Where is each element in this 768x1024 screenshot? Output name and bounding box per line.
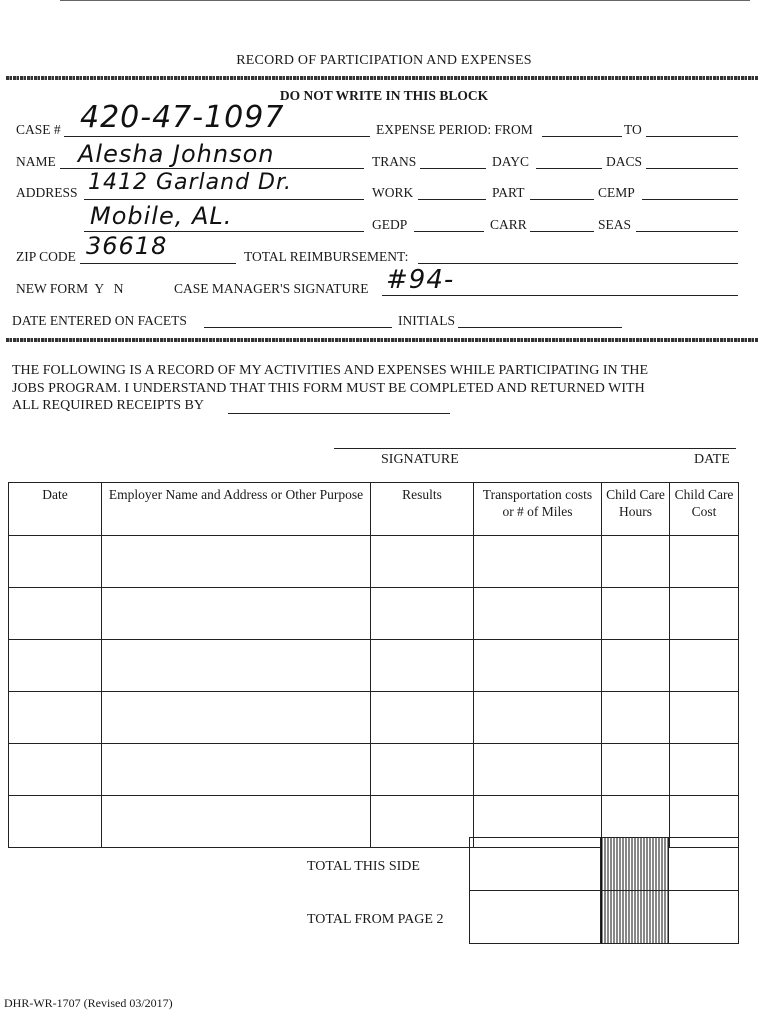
office-block-heading: DO NOT WRITE IN THIS BLOCK <box>279 88 489 103</box>
carr-field[interactable] <box>530 215 594 232</box>
form-number: DHR-WR-1707 (Revised 03/2017) <box>4 996 173 1010</box>
table-cell[interactable] <box>670 744 739 796</box>
participant-signature-line[interactable] <box>334 448 736 449</box>
total-from-page2-hours-shaded-cell <box>601 891 669 944</box>
total-from-page2-transportation-cell[interactable] <box>470 891 601 944</box>
table-row <box>9 588 739 640</box>
column-header-child-care-hours: Child Care Hours <box>602 483 670 536</box>
table-cell[interactable] <box>602 744 670 796</box>
table-cell[interactable] <box>102 796 371 848</box>
work-label: WORK <box>372 185 414 200</box>
new-form-label: NEW FORM Y N <box>16 281 124 296</box>
total-this-side-transportation-cell[interactable] <box>470 838 601 891</box>
table-cell[interactable] <box>602 692 670 744</box>
table-cell[interactable] <box>9 640 102 692</box>
case-number-label: CASE # <box>16 122 61 137</box>
trans-label: TRANS <box>372 154 417 169</box>
table-cell[interactable] <box>9 588 102 640</box>
table-cell[interactable] <box>474 640 602 692</box>
table-cell[interactable] <box>371 744 474 796</box>
case-manager-signature-label: CASE MANAGER'S SIGNATURE <box>174 281 369 296</box>
name-value: Alesha Johnson <box>78 140 275 168</box>
dacs-field[interactable] <box>646 152 738 169</box>
case-manager-signature-value: #94- <box>386 265 455 295</box>
office-block-top-border <box>6 76 758 80</box>
total-this-side-label: TOTAL THIS SIDE <box>307 859 420 874</box>
activity-expense-table <box>8 482 739 848</box>
expense-period-to-label: TO <box>624 122 642 137</box>
work-field[interactable] <box>418 183 486 200</box>
table-header-row <box>9 483 739 536</box>
carr-label: CARR <box>490 217 527 232</box>
participant-statement <box>12 362 742 398</box>
part-label: PART <box>492 185 525 200</box>
table-cell[interactable] <box>9 744 102 796</box>
table-row <box>9 744 739 796</box>
total-this-side-hours-shaded-cell <box>601 838 669 891</box>
zip-code-label: ZIP CODE <box>16 249 76 264</box>
total-from-page2-cost-cell[interactable] <box>669 891 739 944</box>
column-header-results: Results <box>371 483 474 536</box>
column-header-date: Date <box>9 483 102 536</box>
table-cell[interactable] <box>474 744 602 796</box>
cemp-label: CEMP <box>598 185 635 200</box>
totals-table <box>469 837 739 944</box>
expense-period-from-label: EXPENSE PERIOD: FROM <box>376 122 533 137</box>
dayc-field[interactable] <box>536 152 602 169</box>
table-cell[interactable] <box>474 588 602 640</box>
gedp-field[interactable] <box>414 215 484 232</box>
table-cell[interactable] <box>602 536 670 588</box>
table-cell[interactable] <box>102 588 371 640</box>
office-block-bottom-border <box>6 338 758 342</box>
total-reimbursement-field[interactable] <box>418 247 738 264</box>
date-entered-facets-label: DATE ENTERED ON FACETS <box>12 313 187 328</box>
expense-period-from-field[interactable] <box>542 120 622 137</box>
table-cell[interactable] <box>371 692 474 744</box>
table-cell[interactable] <box>102 536 371 588</box>
column-header-child-care-cost: Child Care Cost <box>670 483 739 536</box>
case-number-value: 420-47-1097 <box>80 100 285 135</box>
cemp-field[interactable] <box>642 183 738 200</box>
total-reimbursement-label: TOTAL REIMBURSEMENT: <box>244 249 409 264</box>
dayc-label: DAYC <box>492 154 530 169</box>
total-this-side-row <box>470 838 739 891</box>
seas-label: SEAS <box>598 217 632 232</box>
total-from-page2-label: TOTAL FROM PAGE 2 <box>307 912 444 927</box>
table-cell[interactable] <box>371 588 474 640</box>
table-cell[interactable] <box>670 588 739 640</box>
table-cell[interactable] <box>9 692 102 744</box>
receipts-due-date-field[interactable] <box>228 397 450 414</box>
total-from-page2-row <box>470 891 739 944</box>
zip-code-value: 36618 <box>86 232 168 260</box>
date-label: DATE <box>694 452 730 467</box>
table-row <box>9 536 739 588</box>
seas-field[interactable] <box>636 215 738 232</box>
expense-period-to-field[interactable] <box>646 120 738 137</box>
table-cell[interactable] <box>371 796 474 848</box>
table-cell[interactable] <box>602 588 670 640</box>
dacs-label: DACS <box>606 154 643 169</box>
table-cell[interactable] <box>670 640 739 692</box>
address-label: ADDRESS <box>16 185 78 200</box>
initials-field[interactable] <box>458 311 622 328</box>
statement-line-3: ALL REQUIRED RECEIPTS BY <box>12 398 204 413</box>
table-cell[interactable] <box>602 640 670 692</box>
part-field[interactable] <box>530 183 594 200</box>
table-cell[interactable] <box>474 536 602 588</box>
initials-label: INITIALS <box>398 313 455 328</box>
table-cell[interactable] <box>670 692 739 744</box>
table-cell[interactable] <box>670 536 739 588</box>
table-cell[interactable] <box>9 796 102 848</box>
table-cell[interactable] <box>102 640 371 692</box>
name-label: NAME <box>16 154 56 169</box>
form-title: RECORD OF PARTICIPATION AND EXPENSES <box>236 53 532 68</box>
total-this-side-cost-cell[interactable] <box>669 838 739 891</box>
table-cell[interactable] <box>9 536 102 588</box>
column-header-transportation: Transportation costs or # of Miles <box>474 483 602 536</box>
table-row <box>9 692 739 744</box>
table-cell[interactable] <box>371 536 474 588</box>
address-line1-value: 1412 Garland Dr. <box>88 170 293 195</box>
date-entered-facets-field[interactable] <box>204 311 392 328</box>
table-cell[interactable] <box>474 692 602 744</box>
statement-line-1: THE FOLLOWING IS A RECORD OF MY ACTIVITIES AND EXPENSES WHILE PARTICIPATING IN THE <box>12 363 649 378</box>
table-cell[interactable] <box>102 744 371 796</box>
table-cell[interactable] <box>371 640 474 692</box>
gedp-label: GEDP <box>372 217 408 232</box>
statement-line-2: JOBS PROGRAM. I UNDERSTAND THAT THIS FORM MUST BE COMPLETED AND RETURNED WITH <box>12 381 645 396</box>
table-cell[interactable] <box>102 692 371 744</box>
signature-label: SIGNATURE <box>381 452 459 467</box>
address-line2-value: Mobile, AL. <box>90 202 233 230</box>
top-border-line <box>60 0 750 1</box>
table-row <box>9 640 739 692</box>
column-header-employer: Employer Name and Address or Other Purpose <box>102 483 371 536</box>
trans-field[interactable] <box>420 152 486 169</box>
